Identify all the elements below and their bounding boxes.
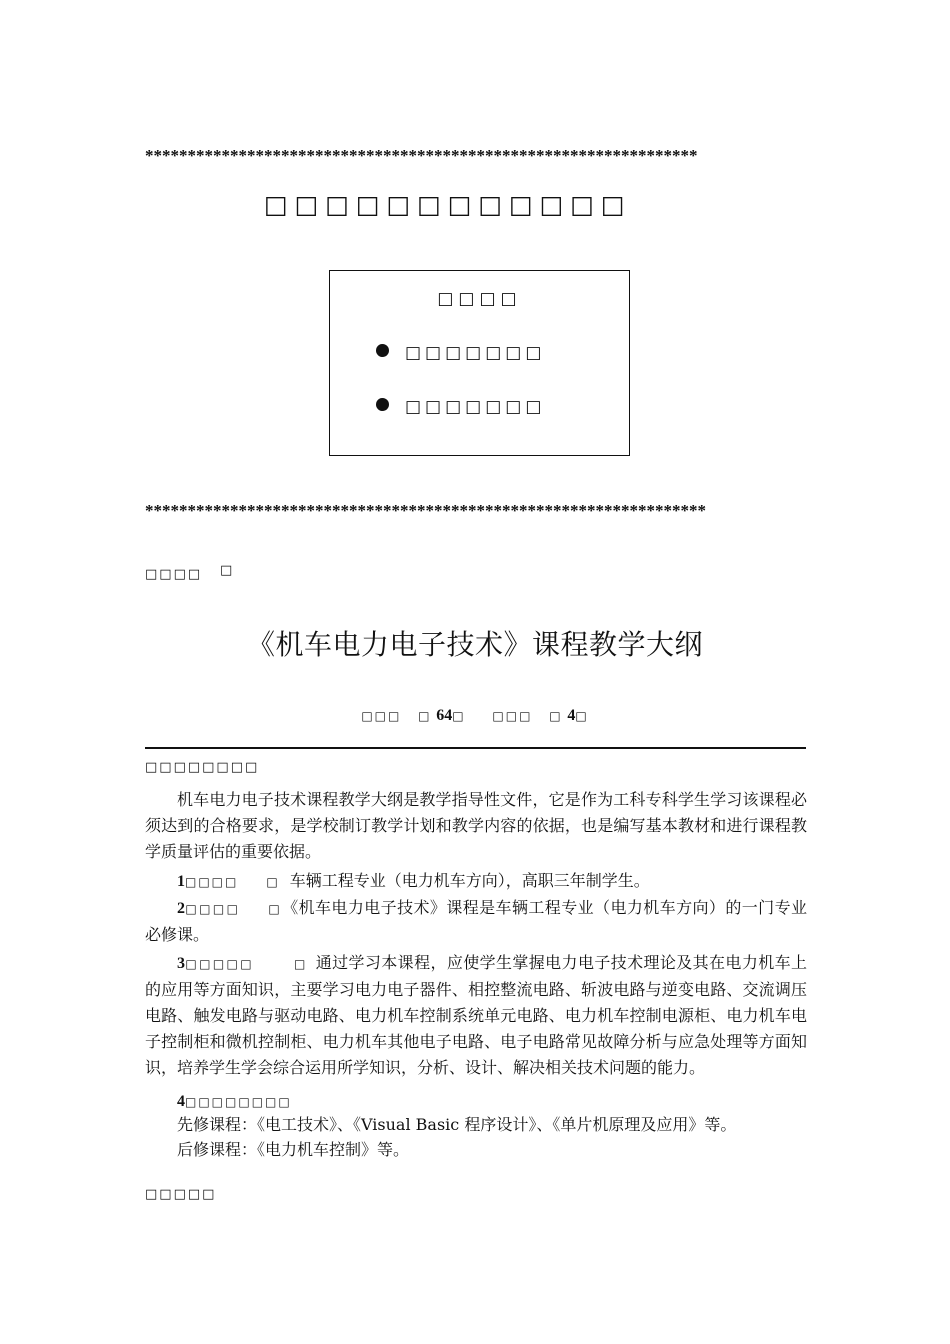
- item-number: 3: [177, 955, 185, 972]
- title-rule: [145, 747, 806, 749]
- bullet-icon: [376, 344, 389, 357]
- item-number: 2: [177, 900, 185, 917]
- info-box-item-text: □□□□□□□: [405, 397, 546, 417]
- list-item: [145, 895, 807, 948]
- prerequisite-courses: 先修课程：《电工技术》、《Visual Basic 程序设计》、《单片机原理及应用》等。: [177, 1115, 737, 1134]
- bottom-star-divider: ******************************************************************: [145, 501, 706, 520]
- doc-label-mark: □: [220, 563, 235, 578]
- info-box-item-text: □□□□□□□: [405, 343, 546, 363]
- info-box: [329, 270, 630, 456]
- credits-label: □□□: [492, 709, 533, 723]
- item-label: □□□□□: [185, 957, 255, 971]
- item-text: 车辆工程专业（电力机车方向），高职三年制学生。: [289, 871, 650, 890]
- follow-up-courses: 后修课程：《电力机车控制》等。: [177, 1140, 410, 1159]
- info-box-item: [376, 343, 545, 363]
- item-sep: □: [268, 902, 283, 916]
- item-text: 通过学习本课程，应使学生掌握电力电子技术理论及其在电力机车上的应用等方面知识，主要学习电力电子器件、相控整流电路、斩波电路与逆变电路、交流调压电路、触发电路与驱动电路、电力机车控制系统单元电路、电力机车控制电源柜、电力机车电子控制柜和微机控制柜、电力机车其他电子电路、电子电路常见故障分析与应急处理等方面知识，培养学生学会综合运用所学知识，分析、设计、解决相关技术问题的能力。: [145, 953, 807, 1077]
- list-item: [145, 868, 807, 895]
- course-meta: [0, 706, 950, 725]
- document-title: 《机车电力电子技术》课程教学大纲: [246, 628, 703, 661]
- cover-heading: □□□□□□□□□□□□: [264, 190, 632, 219]
- credits-tail: □: [575, 709, 589, 723]
- item-number: 4: [177, 1093, 185, 1110]
- top-star-divider: *****************************************************************: [145, 146, 698, 165]
- item-label: □□□□: [185, 875, 239, 889]
- info-box-heading: □□□□: [437, 289, 522, 309]
- item-label: □□□□□□□□: [185, 1095, 292, 1109]
- item-sep: □: [294, 957, 308, 971]
- credits-value: 4: [567, 707, 576, 724]
- hours-tail: □: [452, 709, 466, 723]
- hours-value: 64: [436, 707, 453, 724]
- item-sep: □: [266, 875, 280, 889]
- intro-paragraph: 机车电力电子技术课程教学大纲是教学指导性文件，它是作为工科专科学生学习该课程必须达到的合格要求，是学校制订教学计划和教学内容的依据，也是编写基本教材和进行课程教学质量评估的重要依据。: [145, 790, 807, 861]
- section-heading: □□□□□□□□: [145, 760, 260, 775]
- doc-label: □□□□: [145, 567, 203, 582]
- bullet-icon: [376, 398, 389, 411]
- item-label: □□□□: [185, 902, 241, 916]
- hours-sep: □: [418, 709, 432, 723]
- item-text: 《机车电力电子技术》课程是车辆工程专业（电力机车方向）的一门专业必修课。: [145, 898, 807, 944]
- list-item: [145, 1088, 807, 1115]
- section-heading: □□□□□: [145, 1187, 217, 1202]
- info-box-item: [376, 397, 545, 417]
- hours-label: □□□: [361, 709, 402, 723]
- credits-sep: □: [549, 709, 563, 723]
- item-number: 1: [177, 873, 185, 890]
- list-item: [145, 950, 807, 1081]
